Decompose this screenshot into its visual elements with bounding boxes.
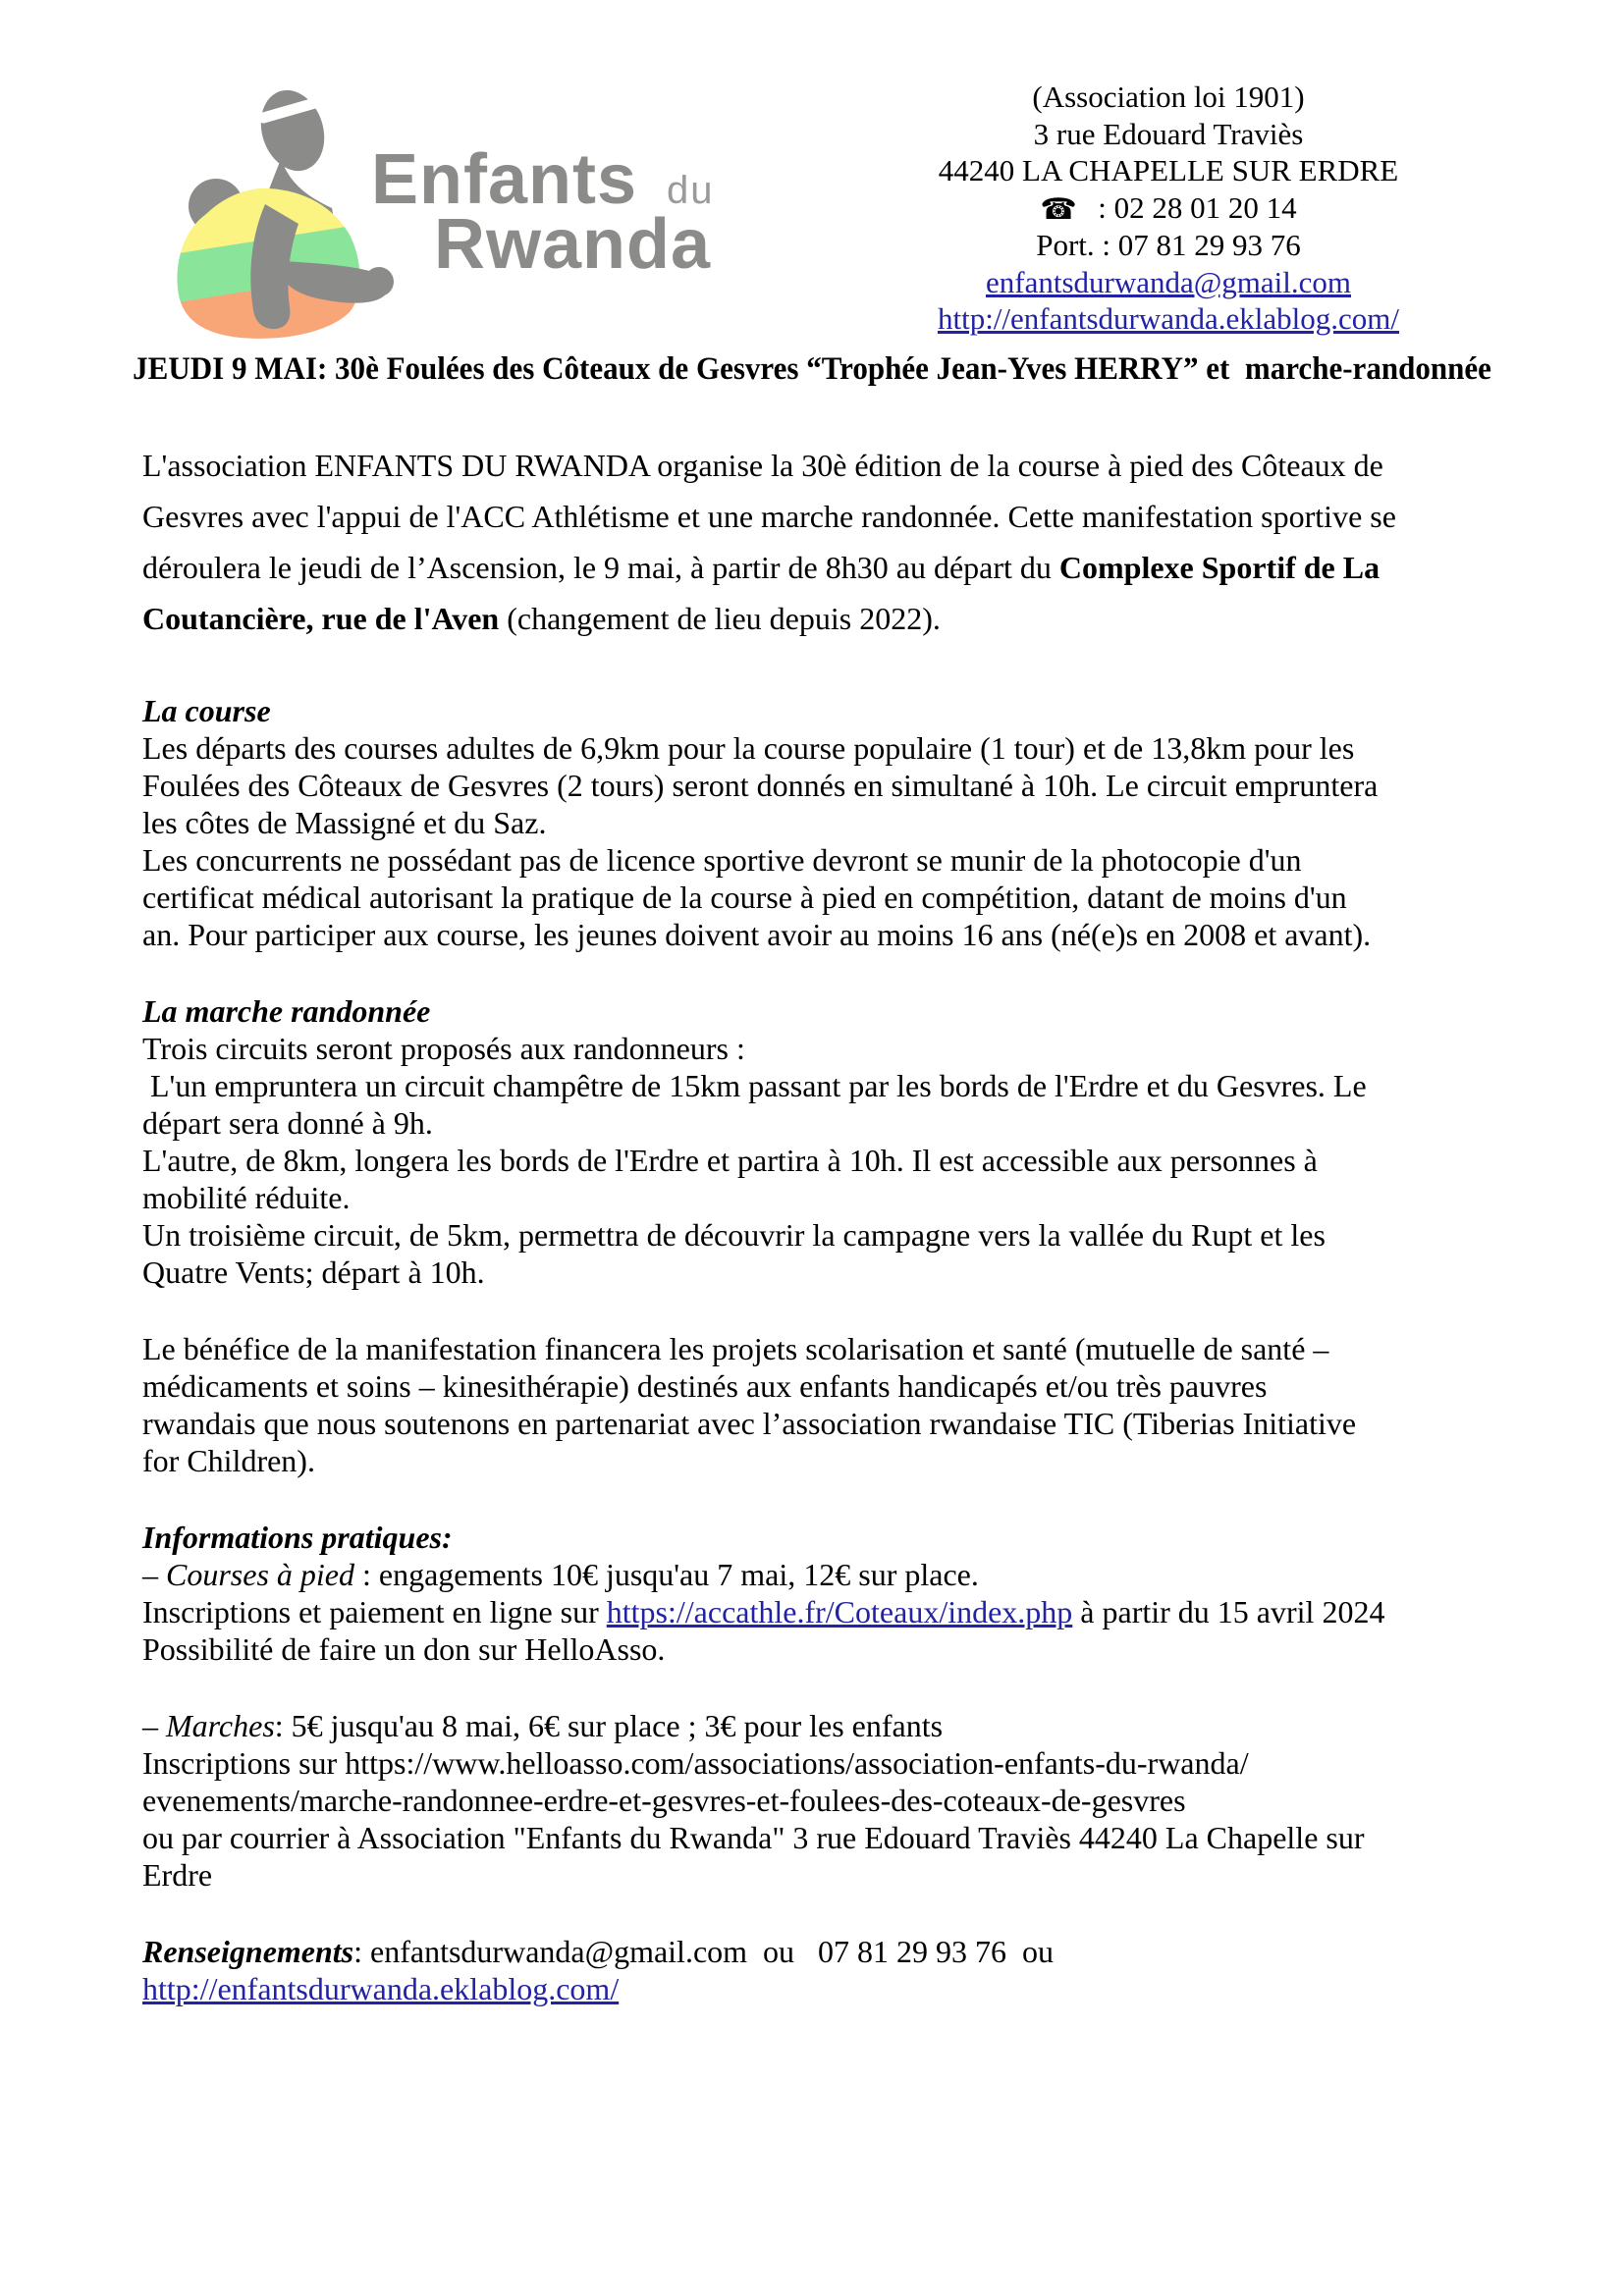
benefice-paragraph [142, 1330, 1507, 1479]
text-line [142, 1744, 1507, 1782]
text-line [142, 1104, 1507, 1142]
text-run: ou par courrier à Association "Enfants du Rwanda" 3 rue Edouard Traviès 44240 La Chapelle sur [142, 1820, 1365, 1855]
text-line [142, 767, 1507, 804]
text-line [142, 593, 1507, 644]
text-line [142, 491, 1507, 542]
text-run: L'autre, de 8km, longera les bords de l'Erdre et partira à 10h. Il est accessible aux personnes à [142, 1143, 1318, 1178]
section-heading: Informations pratiques: [142, 1520, 453, 1555]
text-run: Le bénéfice de la manifestation financera les projets scolarisation et santé (mutuelle de santé – [142, 1331, 1329, 1366]
text-line [142, 1142, 1507, 1179]
contact-line [918, 116, 1419, 153]
hyperlink[interactable]: http://enfantsdurwanda.eklablog.com/ [937, 301, 1400, 336]
text-line [142, 729, 1507, 767]
text-line [142, 1330, 1507, 1367]
text-run: evenements/marche-randonnee-erdre-et-gesvres-et-foulees-des-coteaux-de-gesvres [142, 1783, 1186, 1818]
text-run: départ sera donné à 9h. [142, 1105, 433, 1141]
text-run: 3 rue Edouard Traviès [1033, 116, 1304, 151]
text-line [142, 440, 1507, 491]
hyperlink[interactable]: https://accathle.fr/Coteaux/index.php [606, 1594, 1073, 1629]
text-line [142, 1782, 1507, 1819]
text-run: (Association loi 1901) [1032, 80, 1305, 114]
text-run: Les départs des courses adultes de 6,9km pour la course populaire (1 tour) et de 13,8km pour les [142, 730, 1355, 766]
text-run: à partir du 15 avril 2024 [1072, 1594, 1385, 1629]
text-run: Courses à pied [166, 1557, 354, 1592]
text-run: Renseignements [142, 1934, 354, 1969]
la-course-section [142, 692, 1507, 953]
text-line [142, 1630, 1507, 1668]
text-run: Complexe Sportif de La [1058, 550, 1380, 585]
text-run: Gesvres avec l'appui de l'ACC Athlétisme et une marche randonnée. Cette manifestation sportive se [142, 499, 1396, 534]
section-heading: La marche randonnée [142, 993, 431, 1029]
text-line [142, 1067, 1507, 1104]
logo-word-rwanda: Rwanda [434, 204, 712, 284]
text-run: : engagements 10€ jusqu'au 7 mai, 12€ sur place. [354, 1557, 979, 1592]
text-run: : 5€ jusqu'au 8 mai, 6€ sur place ; 3€ pour les enfants [274, 1708, 944, 1743]
text-line [142, 1593, 1507, 1630]
text-line [142, 1856, 1507, 1894]
phone-icon: ☎ [1040, 191, 1077, 227]
contact-line [918, 152, 1419, 189]
text-run: : enfantsdurwanda@gmail.com ou 07 81 29 93 76 ou [353, 1934, 1055, 1969]
page-title: JEUDI 9 MAI: 30è Foulées des Côteaux de Gesvres “Trophée Jean-Yves HERRY” et marche-randonnée [133, 351, 1491, 387]
text-run: an. Pour participer aux course, les jeunes doivent avoir au moins 16 ans (né(e)s en 2008 et avant). [142, 917, 1372, 952]
text-run: Possibilité de faire un don sur HelloAsso. [142, 1631, 666, 1667]
text-line [142, 1254, 1507, 1291]
text-run: 44240 LA CHAPELLE SUR ERDRE [938, 153, 1399, 187]
text-run: Inscriptions sur https://www.helloasso.com/associations/association-enfants-du-rwanda/ [142, 1745, 1249, 1781]
text-line [142, 1707, 1507, 1744]
text-run: Inscriptions et paiement en ligne sur [142, 1594, 607, 1629]
text-line [142, 841, 1507, 879]
text-run: mobilité réduite. [142, 1180, 351, 1215]
text-run: déroulera le jeudi de l’Ascension, le 9 mai, à partir de 8h30 au départ du [142, 550, 1059, 585]
text-run: Trois circuits seront proposés aux randonneurs : [142, 1031, 745, 1066]
la-marche-randonnee-section [142, 992, 1507, 1291]
contact-line [918, 300, 1419, 338]
text-line [142, 804, 1507, 841]
section-heading: La course [142, 693, 271, 728]
hyperlink[interactable]: enfantsdurwanda@gmail.com [985, 264, 1351, 299]
text-run: Erdre [142, 1857, 213, 1893]
text-line [142, 1970, 1507, 2007]
text-run: certificat médical autorisant la pratique de la course à pied en compétition, datant de moins d'un [142, 880, 1347, 915]
text-line [142, 542, 1507, 593]
contact-line [918, 264, 1419, 301]
marches-paragraph [142, 1707, 1507, 1894]
text-line [142, 1216, 1507, 1254]
text-run: : 02 28 01 20 14 [1082, 189, 1297, 225]
text-run: (changement de lieu depuis 2022). [499, 601, 941, 636]
text-run: – [142, 1557, 166, 1592]
text-run: les côtes de Massigné et du Saz. [142, 805, 547, 840]
informations-pratiques-section [142, 1519, 1507, 1668]
text-line [142, 1405, 1507, 1442]
text-run: L'association ENFANTS DU RWANDA organise la 30è édition de la course à pied des Côteaux de [142, 448, 1383, 483]
logo-word-du: du [667, 169, 715, 212]
text-run: rwandais que nous soutenons en partenariat avec l’association rwandaise TIC (Tiberias Initiative [142, 1406, 1357, 1441]
text-run: – [142, 1708, 166, 1743]
text-line [142, 1367, 1507, 1405]
document-body [142, 440, 1507, 2007]
text-line [142, 1442, 1507, 1479]
text-run: Foulées des Côteaux de Gesvres (2 tours) seront donnés en simultané à 10h. Le circuit empruntera [142, 768, 1379, 803]
text-run: L'un empruntera un circuit champêtre de 15km passant par les bords de l'Erdre et du Gesvres. Le [142, 1068, 1367, 1103]
hyperlink[interactable]: http://enfantsdurwanda.eklablog.com/ [142, 1971, 620, 2006]
text-line [142, 1179, 1507, 1216]
contact-line [918, 79, 1419, 116]
text-run: Marches [166, 1708, 275, 1743]
text-run: for Children). [142, 1443, 315, 1478]
renseignements-paragraph [142, 1933, 1507, 2007]
text-run: Port. : 07 81 29 93 76 [1036, 228, 1301, 262]
intro-paragraph [142, 440, 1507, 644]
contact-block [918, 79, 1419, 338]
enfants-du-rwanda-logo-text [371, 140, 715, 284]
contact-line [918, 227, 1419, 264]
text-run: médicaments et soins – kinesithérapie) destinés aux enfants handicapés et/ou très pauvres [142, 1368, 1268, 1404]
text-line [142, 1030, 1507, 1067]
text-run: Les concurrents ne possédant pas de licence sportive devront se munir de la photocopie d'un [142, 842, 1302, 878]
contact-line [918, 189, 1419, 228]
text-line [142, 1556, 1507, 1593]
text-line [142, 916, 1507, 953]
text-run: Coutancière, rue de l'Aven [142, 601, 500, 636]
text-run: Quatre Vents; départ à 10h. [142, 1255, 485, 1290]
text-line [142, 1933, 1507, 1970]
text-line [142, 1819, 1507, 1856]
text-line [142, 879, 1507, 916]
logo-word-enfants: Enfants du [371, 140, 715, 219]
text-run: Un troisième circuit, de 5km, permettra de découvrir la campagne vers la vallée du Rupt et les [142, 1217, 1326, 1253]
